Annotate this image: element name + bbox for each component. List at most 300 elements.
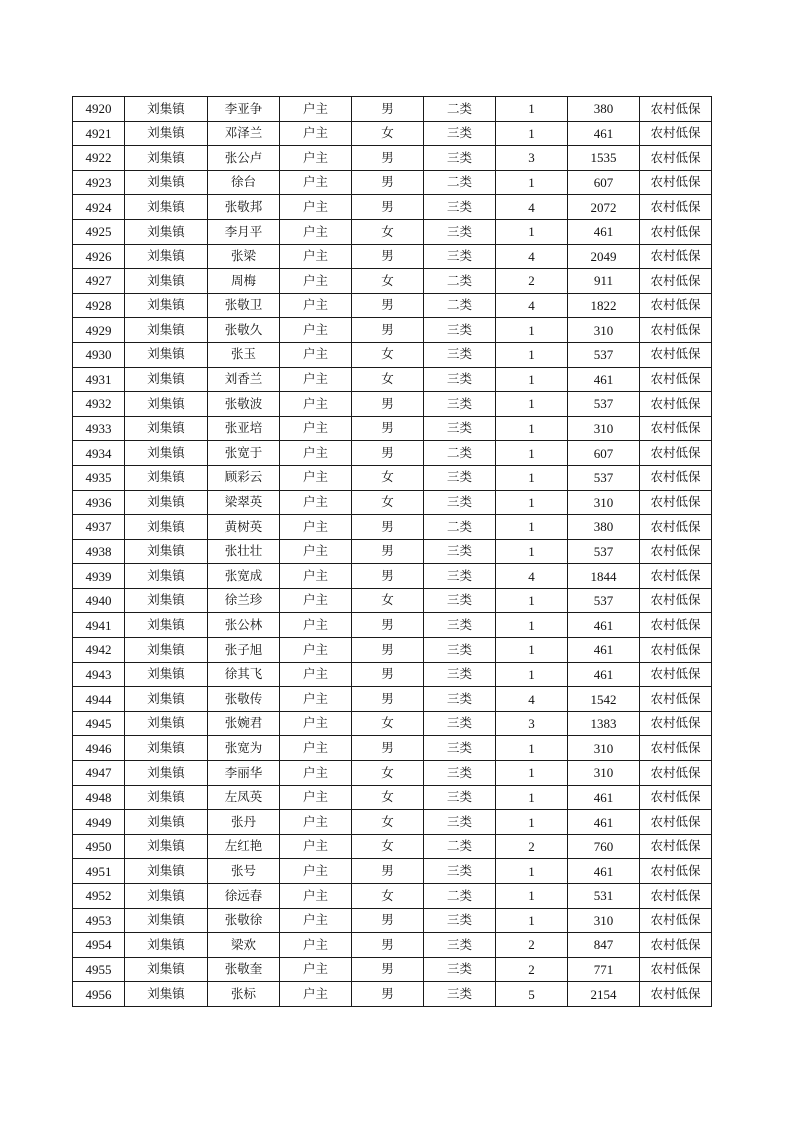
cell-name: 徐远春	[208, 884, 280, 909]
cell-serial: 4928	[73, 293, 125, 318]
cell-serial: 4929	[73, 318, 125, 343]
cell-assistance-type: 农村低保	[640, 146, 712, 171]
cell-town: 刘集镇	[125, 219, 208, 244]
cell-household-size: 1	[496, 539, 568, 564]
cell-relation: 户主	[280, 219, 352, 244]
cell-assistance-type: 农村低保	[640, 293, 712, 318]
cell-assistance-type: 农村低保	[640, 687, 712, 712]
table-row	[73, 293, 712, 318]
cell-household-size: 1	[496, 613, 568, 638]
cell-serial: 4920	[73, 97, 125, 122]
cell-assistance-type: 农村低保	[640, 785, 712, 810]
cell-name: 梁翠英	[208, 490, 280, 515]
cell-assistance-type: 农村低保	[640, 392, 712, 417]
cell-assistance-type: 农村低保	[640, 97, 712, 122]
cell-relation: 户主	[280, 97, 352, 122]
cell-relation: 户主	[280, 269, 352, 294]
cell-serial: 4937	[73, 515, 125, 540]
cell-serial: 4953	[73, 908, 125, 933]
cell-category: 三类	[424, 810, 496, 835]
cell-household-size: 1	[496, 219, 568, 244]
cell-relation: 户主	[280, 515, 352, 540]
cell-town: 刘集镇	[125, 539, 208, 564]
cell-town: 刘集镇	[125, 490, 208, 515]
cell-gender: 男	[352, 539, 424, 564]
table-row	[73, 884, 712, 909]
cell-town: 刘集镇	[125, 933, 208, 958]
cell-town: 刘集镇	[125, 613, 208, 638]
cell-household-size: 2	[496, 834, 568, 859]
cell-serial: 4944	[73, 687, 125, 712]
cell-relation: 户主	[280, 490, 352, 515]
cell-town: 刘集镇	[125, 392, 208, 417]
cell-serial: 4925	[73, 219, 125, 244]
cell-household-size: 1	[496, 121, 568, 146]
cell-assistance-type: 农村低保	[640, 588, 712, 613]
cell-gender: 男	[352, 97, 424, 122]
cell-category: 三类	[424, 416, 496, 441]
cell-assistance-type: 农村低保	[640, 957, 712, 982]
cell-household-size: 4	[496, 244, 568, 269]
cell-serial: 4954	[73, 933, 125, 958]
cell-amount: 771	[568, 957, 640, 982]
cell-serial: 4942	[73, 638, 125, 663]
cell-name: 张标	[208, 982, 280, 1007]
table-row	[73, 588, 712, 613]
cell-household-size: 1	[496, 736, 568, 761]
cell-gender: 男	[352, 638, 424, 663]
cell-relation: 户主	[280, 711, 352, 736]
cell-town: 刘集镇	[125, 441, 208, 466]
cell-town: 刘集镇	[125, 195, 208, 220]
cell-assistance-type: 农村低保	[640, 195, 712, 220]
cell-assistance-type: 农村低保	[640, 834, 712, 859]
cell-category: 三类	[424, 761, 496, 786]
cell-gender: 男	[352, 957, 424, 982]
table-row	[73, 441, 712, 466]
cell-category: 三类	[424, 564, 496, 589]
table-row	[73, 342, 712, 367]
cell-name: 徐兰珍	[208, 588, 280, 613]
cell-name: 张敬奎	[208, 957, 280, 982]
cell-serial: 4941	[73, 613, 125, 638]
cell-category: 三类	[424, 785, 496, 810]
table-row	[73, 613, 712, 638]
cell-gender: 男	[352, 564, 424, 589]
cell-category: 三类	[424, 982, 496, 1007]
table-row	[73, 810, 712, 835]
cell-gender: 女	[352, 342, 424, 367]
cell-name: 张梁	[208, 244, 280, 269]
cell-amount: 911	[568, 269, 640, 294]
cell-amount: 310	[568, 761, 640, 786]
cell-assistance-type: 农村低保	[640, 662, 712, 687]
cell-name: 李丽华	[208, 761, 280, 786]
cell-category: 三类	[424, 121, 496, 146]
cell-name: 张宽为	[208, 736, 280, 761]
cell-amount: 461	[568, 810, 640, 835]
cell-household-size: 1	[496, 908, 568, 933]
cell-serial: 4956	[73, 982, 125, 1007]
cell-town: 刘集镇	[125, 982, 208, 1007]
cell-gender: 男	[352, 662, 424, 687]
cell-gender: 男	[352, 908, 424, 933]
cell-name: 张公卢	[208, 146, 280, 171]
cell-town: 刘集镇	[125, 908, 208, 933]
cell-name: 张玉	[208, 342, 280, 367]
cell-town: 刘集镇	[125, 859, 208, 884]
cell-assistance-type: 农村低保	[640, 761, 712, 786]
cell-relation: 户主	[280, 539, 352, 564]
cell-town: 刘集镇	[125, 416, 208, 441]
cell-town: 刘集镇	[125, 515, 208, 540]
cell-name: 周梅	[208, 269, 280, 294]
cell-serial: 4951	[73, 859, 125, 884]
cell-name: 左凤英	[208, 785, 280, 810]
cell-assistance-type: 农村低保	[640, 515, 712, 540]
cell-category: 三类	[424, 933, 496, 958]
cell-category: 三类	[424, 736, 496, 761]
cell-town: 刘集镇	[125, 662, 208, 687]
cell-serial: 4927	[73, 269, 125, 294]
table-row	[73, 908, 712, 933]
cell-relation: 户主	[280, 121, 352, 146]
cell-town: 刘集镇	[125, 97, 208, 122]
cell-relation: 户主	[280, 564, 352, 589]
cell-town: 刘集镇	[125, 564, 208, 589]
cell-household-size: 1	[496, 588, 568, 613]
cell-category: 三类	[424, 908, 496, 933]
cell-household-size: 1	[496, 318, 568, 343]
cell-amount: 1535	[568, 146, 640, 171]
cell-category: 二类	[424, 170, 496, 195]
cell-name: 黄树英	[208, 515, 280, 540]
cell-amount: 2049	[568, 244, 640, 269]
cell-household-size: 4	[496, 564, 568, 589]
cell-relation: 户主	[280, 957, 352, 982]
cell-relation: 户主	[280, 638, 352, 663]
cell-serial: 4955	[73, 957, 125, 982]
cell-name: 张丹	[208, 810, 280, 835]
cell-name: 张宽于	[208, 441, 280, 466]
cell-category: 三类	[424, 195, 496, 220]
cell-town: 刘集镇	[125, 146, 208, 171]
cell-category: 三类	[424, 490, 496, 515]
cell-assistance-type: 农村低保	[640, 465, 712, 490]
cell-household-size: 1	[496, 367, 568, 392]
cell-name: 张婉君	[208, 711, 280, 736]
cell-town: 刘集镇	[125, 367, 208, 392]
cell-serial: 4932	[73, 392, 125, 417]
cell-town: 刘集镇	[125, 588, 208, 613]
table-row	[73, 638, 712, 663]
cell-relation: 户主	[280, 736, 352, 761]
cell-assistance-type: 农村低保	[640, 564, 712, 589]
cell-name: 张敬邦	[208, 195, 280, 220]
cell-name: 张子旭	[208, 638, 280, 663]
cell-relation: 户主	[280, 146, 352, 171]
cell-name: 张壮壮	[208, 539, 280, 564]
cell-assistance-type: 农村低保	[640, 170, 712, 195]
cell-assistance-type: 农村低保	[640, 121, 712, 146]
cell-relation: 户主	[280, 318, 352, 343]
cell-category: 三类	[424, 219, 496, 244]
cell-gender: 女	[352, 834, 424, 859]
cell-serial: 4935	[73, 465, 125, 490]
cell-assistance-type: 农村低保	[640, 219, 712, 244]
cell-amount: 607	[568, 170, 640, 195]
cell-relation: 户主	[280, 342, 352, 367]
cell-serial: 4947	[73, 761, 125, 786]
table-row	[73, 515, 712, 540]
cell-household-size: 3	[496, 146, 568, 171]
table-row	[73, 859, 712, 884]
cell-town: 刘集镇	[125, 957, 208, 982]
cell-name: 左红艳	[208, 834, 280, 859]
cell-amount: 380	[568, 97, 640, 122]
cell-amount: 537	[568, 539, 640, 564]
cell-name: 邓泽兰	[208, 121, 280, 146]
cell-household-size: 5	[496, 982, 568, 1007]
cell-household-size: 1	[496, 761, 568, 786]
cell-household-size: 1	[496, 662, 568, 687]
cell-category: 三类	[424, 687, 496, 712]
cell-relation: 户主	[280, 293, 352, 318]
cell-relation: 户主	[280, 613, 352, 638]
cell-assistance-type: 农村低保	[640, 539, 712, 564]
cell-town: 刘集镇	[125, 687, 208, 712]
cell-serial: 4934	[73, 441, 125, 466]
cell-amount: 310	[568, 736, 640, 761]
table-row	[73, 687, 712, 712]
cell-household-size: 4	[496, 687, 568, 712]
cell-serial: 4931	[73, 367, 125, 392]
cell-name: 李亚争	[208, 97, 280, 122]
cell-serial: 4930	[73, 342, 125, 367]
cell-town: 刘集镇	[125, 834, 208, 859]
cell-category: 三类	[424, 957, 496, 982]
cell-amount: 1822	[568, 293, 640, 318]
cell-amount: 847	[568, 933, 640, 958]
cell-serial: 4952	[73, 884, 125, 909]
cell-household-size: 1	[496, 884, 568, 909]
table-row	[73, 97, 712, 122]
cell-household-size: 1	[496, 785, 568, 810]
cell-household-size: 2	[496, 933, 568, 958]
cell-amount: 461	[568, 367, 640, 392]
cell-gender: 女	[352, 588, 424, 613]
cell-household-size: 1	[496, 392, 568, 417]
cell-household-size: 1	[496, 859, 568, 884]
cell-amount: 461	[568, 638, 640, 663]
cell-household-size: 1	[496, 515, 568, 540]
cell-amount: 310	[568, 908, 640, 933]
table-row	[73, 170, 712, 195]
cell-relation: 户主	[280, 908, 352, 933]
table-row	[73, 933, 712, 958]
cell-serial: 4939	[73, 564, 125, 589]
cell-gender: 男	[352, 933, 424, 958]
cell-household-size: 1	[496, 441, 568, 466]
table-row	[73, 736, 712, 761]
cell-serial: 4950	[73, 834, 125, 859]
cell-gender: 男	[352, 515, 424, 540]
cell-town: 刘集镇	[125, 293, 208, 318]
cell-category: 二类	[424, 884, 496, 909]
cell-serial: 4923	[73, 170, 125, 195]
cell-serial: 4949	[73, 810, 125, 835]
cell-assistance-type: 农村低保	[640, 884, 712, 909]
cell-household-size: 3	[496, 711, 568, 736]
cell-assistance-type: 农村低保	[640, 416, 712, 441]
cell-relation: 户主	[280, 392, 352, 417]
table-row	[73, 834, 712, 859]
cell-category: 三类	[424, 859, 496, 884]
cell-relation: 户主	[280, 441, 352, 466]
cell-household-size: 1	[496, 638, 568, 663]
cell-relation: 户主	[280, 367, 352, 392]
cell-category: 二类	[424, 834, 496, 859]
cell-household-size: 1	[496, 490, 568, 515]
cell-amount: 760	[568, 834, 640, 859]
cell-amount: 2072	[568, 195, 640, 220]
table-row	[73, 711, 712, 736]
cell-category: 二类	[424, 515, 496, 540]
cell-serial: 4933	[73, 416, 125, 441]
cell-assistance-type: 农村低保	[640, 736, 712, 761]
cell-gender: 女	[352, 810, 424, 835]
cell-household-size: 2	[496, 269, 568, 294]
table-row	[73, 662, 712, 687]
cell-relation: 户主	[280, 785, 352, 810]
cell-amount: 2154	[568, 982, 640, 1007]
cell-amount: 461	[568, 785, 640, 810]
cell-relation: 户主	[280, 834, 352, 859]
cell-name: 张宽成	[208, 564, 280, 589]
table-row	[73, 982, 712, 1007]
cell-assistance-type: 农村低保	[640, 441, 712, 466]
cell-serial: 4945	[73, 711, 125, 736]
cell-amount: 531	[568, 884, 640, 909]
cell-gender: 男	[352, 613, 424, 638]
cell-serial: 4924	[73, 195, 125, 220]
cell-relation: 户主	[280, 884, 352, 909]
table-row	[73, 539, 712, 564]
cell-gender: 女	[352, 490, 424, 515]
cell-relation: 户主	[280, 195, 352, 220]
cell-assistance-type: 农村低保	[640, 859, 712, 884]
cell-assistance-type: 农村低保	[640, 613, 712, 638]
cell-household-size: 1	[496, 416, 568, 441]
cell-category: 三类	[424, 613, 496, 638]
cell-town: 刘集镇	[125, 711, 208, 736]
cell-category: 三类	[424, 318, 496, 343]
cell-town: 刘集镇	[125, 761, 208, 786]
table-row	[73, 392, 712, 417]
cell-gender: 女	[352, 367, 424, 392]
cell-amount: 1844	[568, 564, 640, 589]
cell-assistance-type: 农村低保	[640, 982, 712, 1007]
cell-household-size: 4	[496, 293, 568, 318]
table-row	[73, 416, 712, 441]
cell-gender: 男	[352, 392, 424, 417]
cell-category: 二类	[424, 441, 496, 466]
cell-serial: 4938	[73, 539, 125, 564]
cell-gender: 男	[352, 195, 424, 220]
cell-amount: 461	[568, 662, 640, 687]
cell-name: 梁欢	[208, 933, 280, 958]
cell-gender: 男	[352, 146, 424, 171]
cell-category: 三类	[424, 244, 496, 269]
cell-name: 张敬波	[208, 392, 280, 417]
cell-amount: 607	[568, 441, 640, 466]
cell-assistance-type: 农村低保	[640, 908, 712, 933]
cell-gender: 男	[352, 687, 424, 712]
cell-serial: 4921	[73, 121, 125, 146]
cell-category: 三类	[424, 588, 496, 613]
cell-name: 张敬徐	[208, 908, 280, 933]
table-row	[73, 564, 712, 589]
cell-amount: 537	[568, 342, 640, 367]
cell-amount: 380	[568, 515, 640, 540]
cell-assistance-type: 农村低保	[640, 933, 712, 958]
cell-amount: 461	[568, 219, 640, 244]
cell-serial: 4943	[73, 662, 125, 687]
table-row	[73, 318, 712, 343]
cell-town: 刘集镇	[125, 736, 208, 761]
cell-town: 刘集镇	[125, 810, 208, 835]
cell-gender: 男	[352, 318, 424, 343]
cell-town: 刘集镇	[125, 785, 208, 810]
cell-amount: 537	[568, 588, 640, 613]
cell-serial: 4940	[73, 588, 125, 613]
cell-relation: 户主	[280, 588, 352, 613]
cell-gender: 女	[352, 761, 424, 786]
table-row	[73, 269, 712, 294]
cell-gender: 男	[352, 982, 424, 1007]
cell-gender: 男	[352, 293, 424, 318]
cell-category: 三类	[424, 465, 496, 490]
cell-serial: 4948	[73, 785, 125, 810]
cell-relation: 户主	[280, 761, 352, 786]
table-row	[73, 219, 712, 244]
cell-household-size: 1	[496, 810, 568, 835]
cell-gender: 女	[352, 269, 424, 294]
cell-category: 三类	[424, 662, 496, 687]
cell-amount: 1383	[568, 711, 640, 736]
cell-gender: 女	[352, 121, 424, 146]
cell-amount: 310	[568, 318, 640, 343]
cell-category: 三类	[424, 638, 496, 663]
cell-gender: 男	[352, 441, 424, 466]
cell-amount: 310	[568, 416, 640, 441]
table-row	[73, 121, 712, 146]
cell-category: 三类	[424, 367, 496, 392]
cell-name: 张敬卫	[208, 293, 280, 318]
cell-serial: 4946	[73, 736, 125, 761]
cell-assistance-type: 农村低保	[640, 810, 712, 835]
cell-assistance-type: 农村低保	[640, 318, 712, 343]
cell-assistance-type: 农村低保	[640, 269, 712, 294]
cell-relation: 户主	[280, 244, 352, 269]
cell-town: 刘集镇	[125, 638, 208, 663]
table-row	[73, 367, 712, 392]
cell-assistance-type: 农村低保	[640, 711, 712, 736]
cell-relation: 户主	[280, 933, 352, 958]
cell-amount: 461	[568, 121, 640, 146]
table-row	[73, 490, 712, 515]
cell-name: 李月平	[208, 219, 280, 244]
